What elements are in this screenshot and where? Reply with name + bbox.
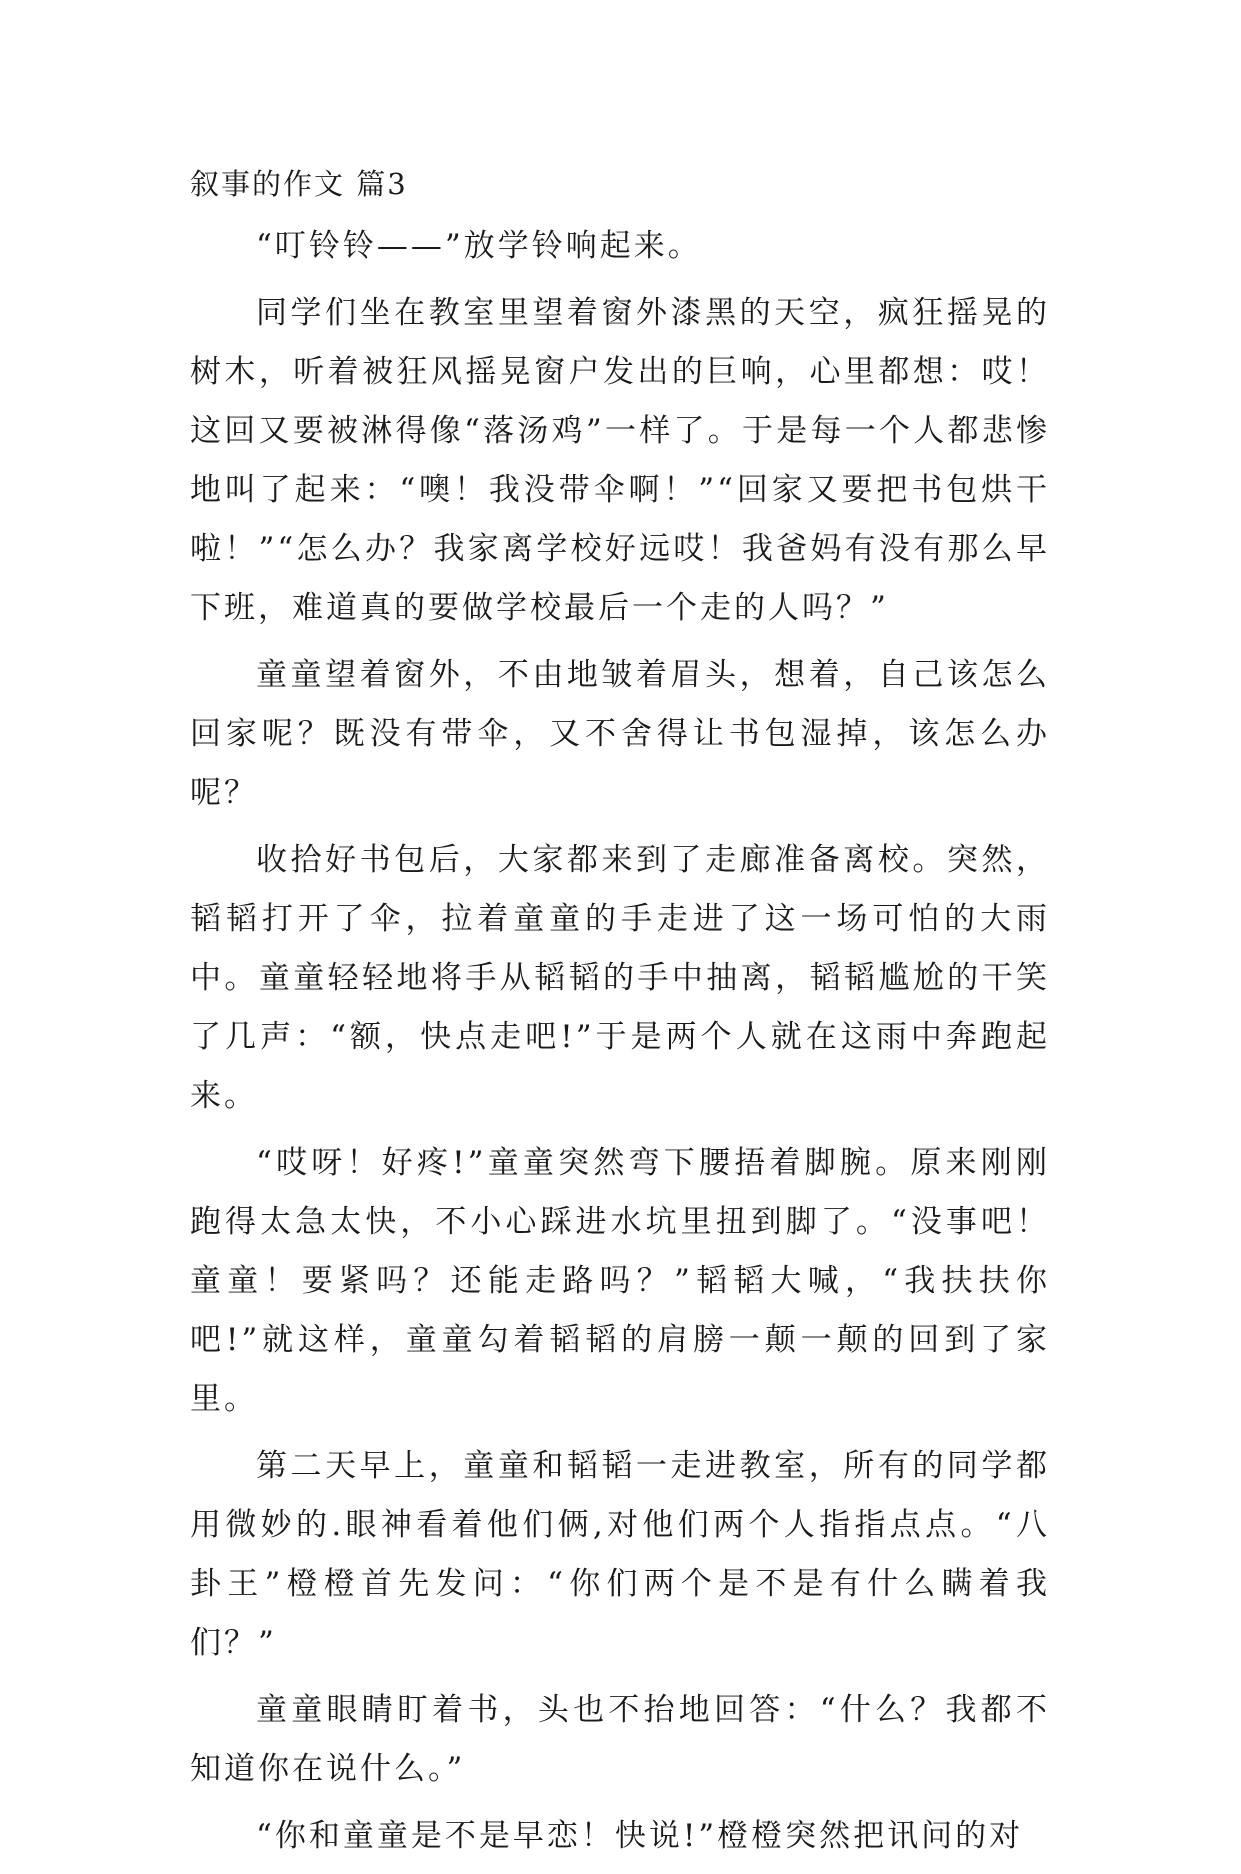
paragraph: 收拾好书包后，大家都来到了走廊准备离校。突然，韬韬打开了伞，拉着童童的手走进了这一场可怕的大雨中。童童轻轻地将手从韬韬的手中抽离，韬韬尴尬的干笑了几声：“额，快点走吧!”于是两个人就在这雨中奔跑起来。 bbox=[190, 842, 1050, 1114]
paragraph: 同学们坐在教室里望着窗外漆黑的天空，疯狂摇晃的树木，听着被狂风摇晃窗户发出的巨响，心里都想：哎！这回又要被淋得像“落汤鸡”一样了。于是每一个人都悲惨地叫了起来：“噢！我没带伞啊！”“回家又要把书包烘干啦！”“怎么办？我家离学校好远哎！我爸妈有没有那么早下班，难道真的要做学校最后一个走的人吗？” bbox=[190, 295, 1050, 626]
paragraph: “哎呀！好疼!”童童突然弯下腰捂着脚腕。原来刚刚跑得太急太快，不小心踩进水坑里扭到脚了。“没事吧！童童！要紧吗？还能走路吗？”韬韬大喊，“我扶扶你吧!”就这样，童童勾着韬韬的肩膀一颠一颠的回到了家里。 bbox=[190, 1145, 1050, 1417]
document-page bbox=[190, 155, 1050, 1874]
paragraph: 第二天早上，童童和韬韬一走进教室，所有的同学都用微妙的.眼神看着他们俩,对他们两个人指指点点。“八卦王”橙橙首先发问：“你们两个是不是有什么瞒着我们？” bbox=[190, 1448, 1050, 1661]
paragraph: 童童眼睛盯着书，头也不抬地回答：“什么？我都不知道你在说什么。” bbox=[190, 1692, 1050, 1787]
paragraph: 童童望着窗外，不由地皱着眉头，想着，自己该怎么回家呢？既没有带伞，又不舍得让书包湿掉，该怎么办呢？ bbox=[190, 657, 1050, 811]
paragraph: “你和童童是不是早恋！快说!”橙橙突然把讯问的对 bbox=[256, 1818, 1024, 1854]
paragraph: “叮铃铃——”放学铃响起来。 bbox=[256, 228, 702, 264]
essay-title: 叙事的作文 篇3 bbox=[190, 167, 408, 201]
